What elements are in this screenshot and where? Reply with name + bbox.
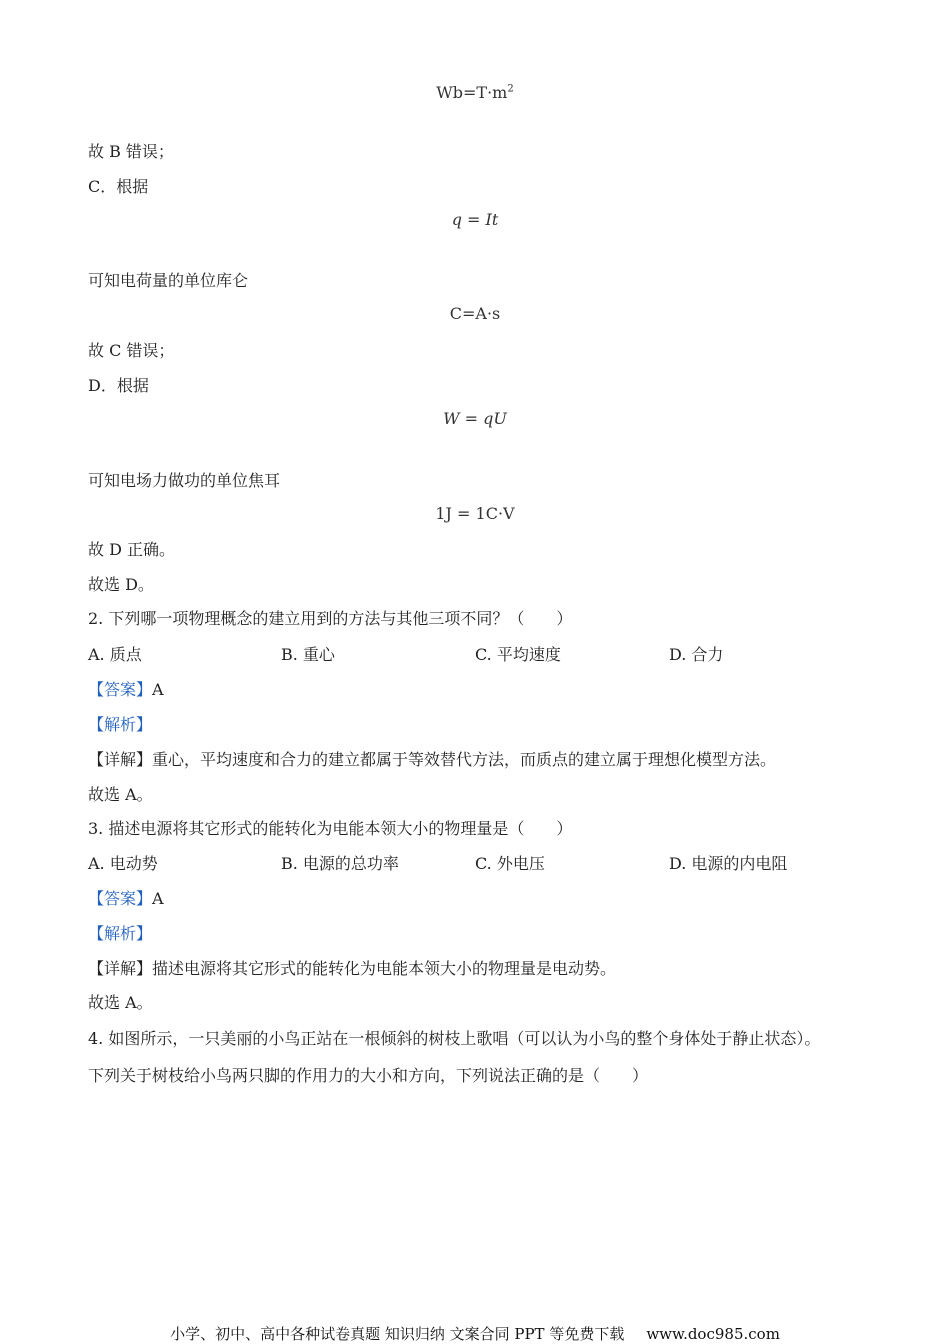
question-2-option-b: B. 重心 xyxy=(281,645,335,664)
question-3-option-b: B. 电源的总功率 xyxy=(281,854,399,873)
formula-work: W = qU xyxy=(443,409,507,428)
formula-weber: $Wb=T\cdot m^2$ xyxy=(436,83,514,102)
text-line: 可知电荷量的单位库仑 xyxy=(88,271,249,290)
page-footer xyxy=(0,1323,950,1344)
formula-coulomb: C=A·s xyxy=(449,304,501,323)
formula-joule: 1J = 1C·V xyxy=(435,504,515,523)
question-3-option-a: A. 电动势 xyxy=(88,854,158,873)
text-line: C．根据 xyxy=(88,177,149,196)
question-4-stem-line-2: 下列关于树枝给小鸟两只脚的作用力的大小和方向，下列说法正确的是（ ） xyxy=(88,1066,649,1085)
formula-charge: q = It xyxy=(451,210,499,229)
question-2-detail: 【详解】重心，平均速度和合力的建立都属于等效替代方法，而质点的建立属于理想化模型方法。 xyxy=(88,750,777,769)
question-2-answer: 【答案】A xyxy=(88,680,164,699)
question-2-option-a: A. 质点 xyxy=(88,645,142,664)
question-3-analysis-tag: 【解析】 xyxy=(88,924,153,943)
text-line: 故选 D。 xyxy=(88,575,154,594)
text-line: D．根据 xyxy=(88,376,149,395)
question-2-analysis-tag: 【解析】 xyxy=(88,715,153,734)
footer-url[interactable]: www.doc985.com xyxy=(646,1325,780,1343)
text-line: 可知电场力做功的单位焦耳 xyxy=(88,471,281,490)
question-3-answer: 【答案】A xyxy=(88,889,164,908)
question-2-option-c: C. 平均速度 xyxy=(475,645,561,664)
footer-text: 小学、初中、高中各种试卷真题 知识归纳 文案合同 PPT 等免费下载 xyxy=(170,1325,625,1343)
question-3-detail: 【详解】描述电源将其它形式的能转化为电能本领大小的物理量是电动势。 xyxy=(88,959,617,978)
text-line: 故 B 错误； xyxy=(88,142,174,161)
question-2-stem: 2. 下列哪一项物理概念的建立用到的方法与其他三项不同？（ ） xyxy=(88,609,573,628)
question-3-option-c: C. 外电压 xyxy=(475,854,545,873)
question-2-conclusion: 故选 A。 xyxy=(88,785,153,804)
question-2-option-d: D. 合力 xyxy=(669,645,724,664)
text-line: 故 D 正确。 xyxy=(88,540,176,559)
question-3-conclusion: 故选 A。 xyxy=(88,993,153,1012)
question-3-option-d: D. 电源的内电阻 xyxy=(669,854,788,873)
question-4-stem-line-1: 4. 如图所示，一只美丽的小鸟正站在一根倾斜的树枝上歌唱（可以认为小鸟的整个身体处于静止状态）。 xyxy=(88,1029,821,1048)
text-line: 故 C 错误； xyxy=(88,341,175,360)
question-3-stem: 3. 描述电源将其它形式的能转化为电能本领大小的物理量是（ ） xyxy=(88,819,573,838)
